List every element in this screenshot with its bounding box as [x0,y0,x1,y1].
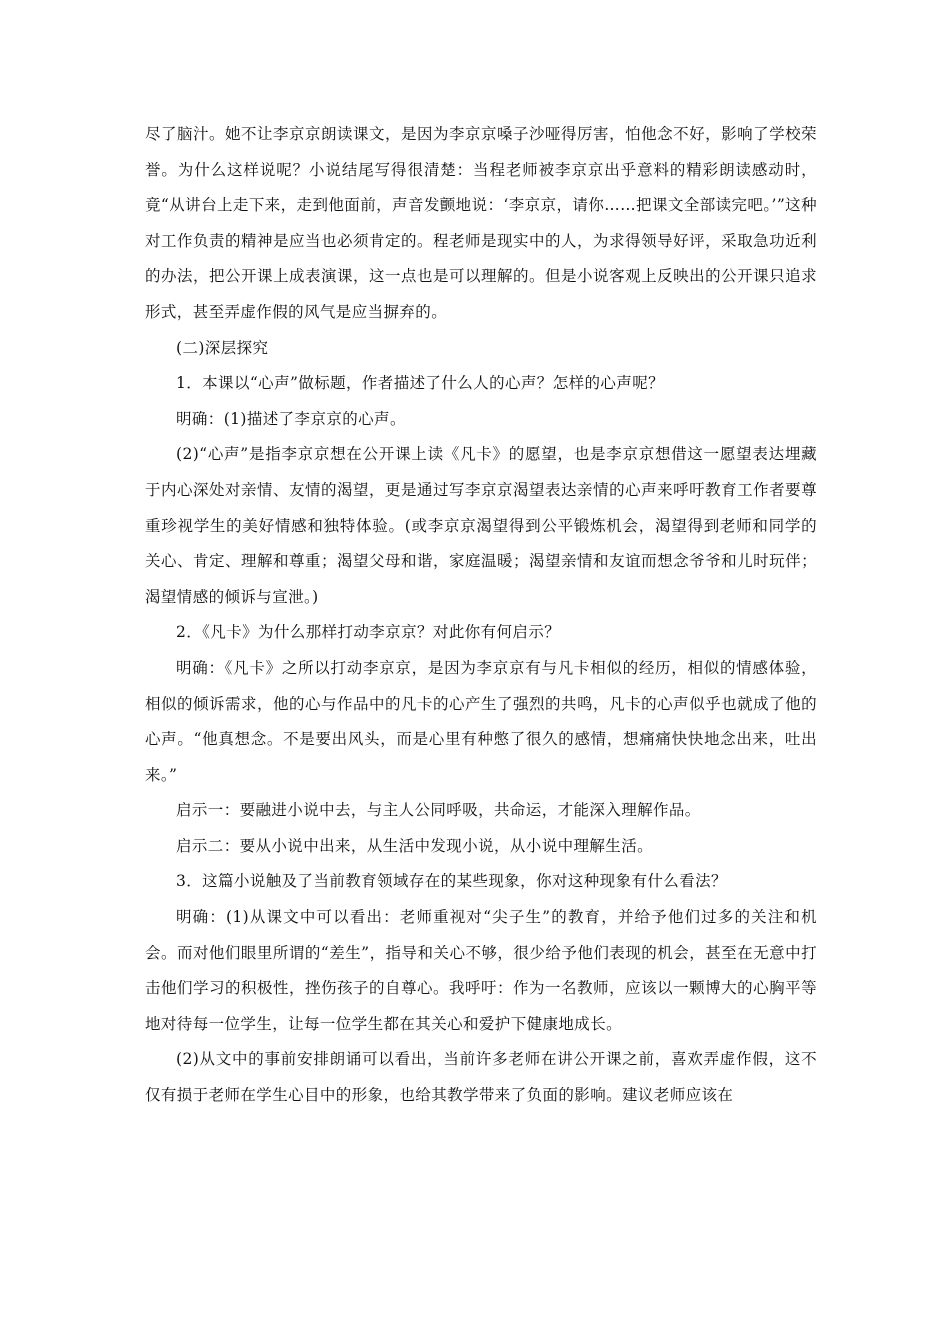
answer-2: 明确：《凡卡》之所以打动李京京，是因为李京京有与凡卡相似的经历，相似的情感体验，相似的倾诉需求，他的心与作品中的凡卡的心产生了强烈的共鸣，凡卡的心声似乎也就成了他的心声。“他真想念。不是要出风头，而是心里有种憋了很久的感情，想痛痛快快地念出来，吐出来。” [145,658,817,784]
question-1: 1．本课以“心声”做标题，作者描述了什么人的心声？怎样的心声呢？ [176,374,665,393]
insight-2: 启示二：要从小说中出来，从生活中发现小说，从小说中理解生活。 [176,836,654,855]
answer-3-part-1: 明确：(1)从课文中可以看出：老师重视对“尖子生”的教育，并给予他们过多的关注和机会。而对他们眼里所谓的“差生”，指导和关心不够，很少给予他们表现的机会，甚至在无意中打击他们学习的积极性，挫伤孩子的自尊心。我呼吁：作为一名教师，应该以一颗博大的心胸平等地对待每一位学生，让每一位学生都在其关心和爱护下健康地成长。 [145,908,817,1033]
insight-1: 启示一：要融进小说中去，与主人公同呼吸，共命运，才能深入理解作品。 [176,801,701,820]
paragraph-intro-continuation: 尽了脑汁。她不让李京京朗读课文，是因为李京京嗓子沙哑得厉害，怕他念不好，影响了学校荣誉。为什么这样说呢？小说结尾写得很清楚：当程老师被李京京出乎意料的精彩朗读感动时，竟“从讲台上走下来，走到他面前，声音发颤地说：‘李京京，请你……把课文全部读完吧。’”这种对工作负责的精神是应当也必须肯定的。程老师是现实中的人，为求得领导好评，采取急功近利的办法，把公开课上成表演课，这一点也是可以理解的。但是小说客观上反映出的公开课只追求形式，甚至弄虚作假的风气是应当摒弃的。 [145,125,817,321]
document-body [145,117,817,1114]
answer-3-part-2: (2)从文中的事前安排朗诵可以看出，当前许多老师在讲公开课之前，喜欢弄虚作假，这不仅有损于老师在学生心目中的形象，也给其教学带来了负面的影响。建议老师应该在 [145,1050,817,1105]
section-heading-deep-inquiry: (二)深层探究 [176,338,269,357]
answer-1-part-2: (2)“心声”是指李京京想在公开课上读《凡卡》的愿望，也是李京京想借这一愿望表达埋藏于内心深处对亲情、友情的渴望，更是通过写李京京渴望表达亲情的心声来呼吁教育工作者要尊重珍视学生的美好情感和独特体验。(或李京京渴望得到公平锻炼机会，渴望得到老师和同学的关心、肯定、理解和尊重；渴望父母和谐，家庭温暖；渴望亲情和友谊而想念爷爷和儿时玩伴；渴望情感的倾诉与宣泄。) [145,445,817,606]
question-2: 2．《凡卡》为什么那样打动李京京？对此你有何启示？ [176,623,561,642]
question-3: 3．这篇小说触及了当前教育领域存在的某些现象，你对这种现象有什么看法？ [176,872,727,891]
answer-1-part-1: 明确：(1)描述了李京京的心声。 [176,409,406,428]
